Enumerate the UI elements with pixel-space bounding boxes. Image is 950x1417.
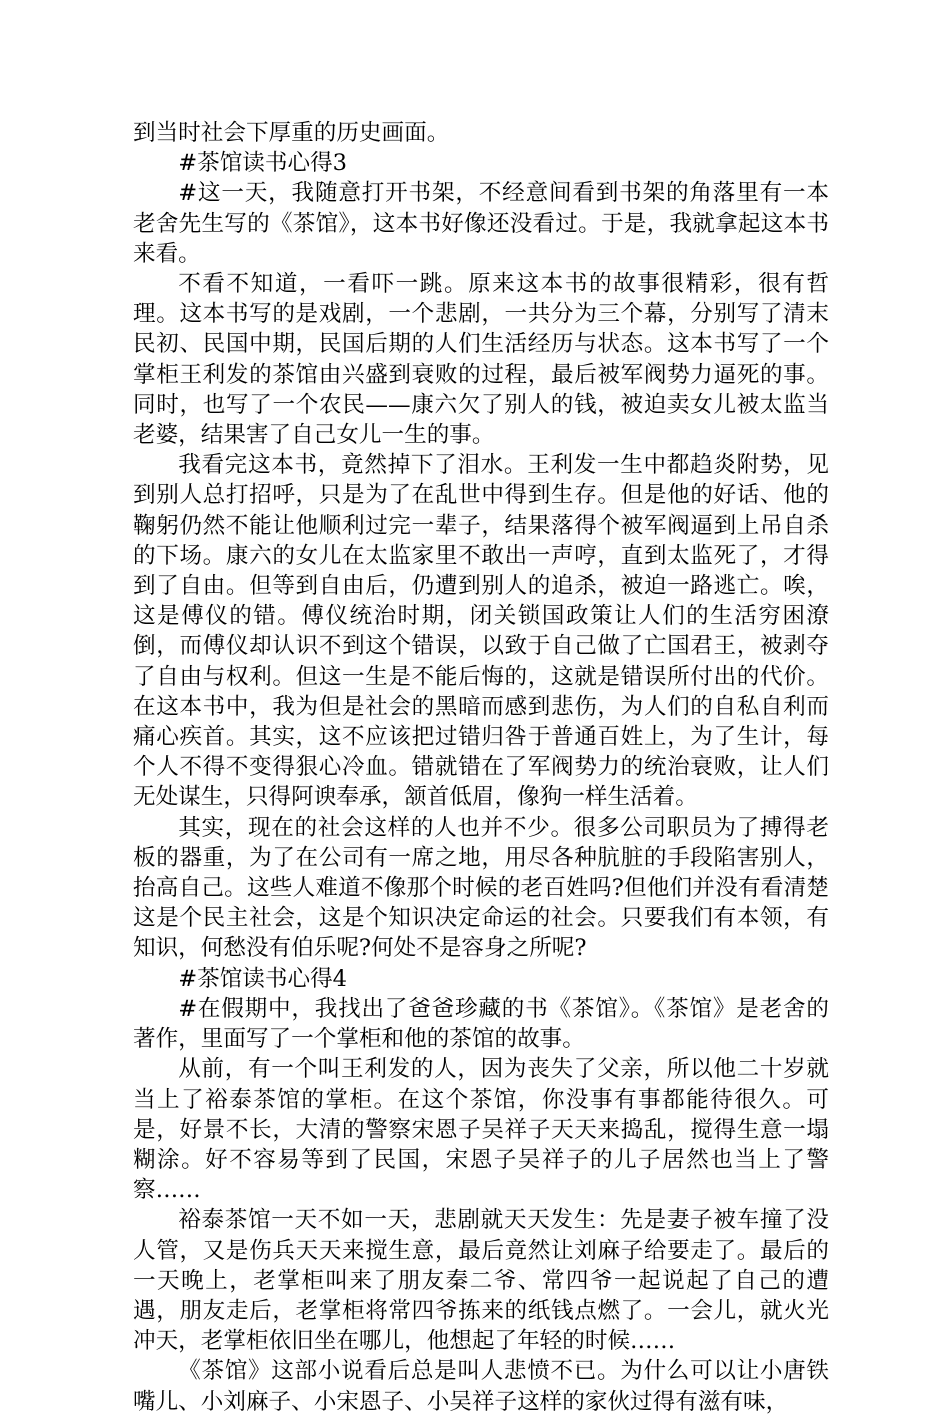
paragraph-7: 从前，有一个叫王利发的人，因为丧失了父亲，所以他二十岁就当上了裕泰茶馆的掌柜。在这个茶馆，你没事有事都能待很久。可是，好景不长，大清的警察宋恩子吴祥子天天来捣乱，搅得生意一塌糊涂。好不容易等到了民国，宋恩子吴祥子的儿子居然也当上了警察……	[133, 1056, 829, 1204]
paragraph-3: 不看不知道，一看吓一跳。原来这本书的故事很精彩，很有哲理。这本书写的是戏剧，一个悲剧，一共分为三个幕，分别写了清末民初、民国中期，民国后期的人们生活经历与状态。这本书写了一个掌柜王利发的茶馆由兴盛到衰败的过程，最后被军阀势力逼死的事。同时，也写了一个农民——康六欠了别人的钱，被迫卖女儿被太监当老婆，结果害了自己女儿一生的事。	[133, 271, 829, 449]
paragraph-5: 其实，现在的社会这样的人也并不少。很多公司职员为了搏得老板的器重，为了在公司有一席之地，用尽各种肮脏的手段陷害别人，抬高自己。这些人难道不像那个时候的老百姓吗?但他们并没有看清楚这是个民主社会，这是个知识决定命运的社会。只要我们有本领，有知识，何愁没有伯乐呢?何处不是容身之所呢?	[133, 814, 829, 962]
paragraph-8: 裕泰茶馆一天不如一天，悲剧就天天发生：先是妻子被车撞了没人管，又是伤兵天天来搅生意，最后竟然让刘麻子给要走了。最后的一天晚上，老掌柜叫来了朋友秦二爷、常四爷一起说起了自己的遭遇，朋友走后，老掌柜将常四爷拣来的纸钱点燃了。一会儿，就火光冲天，老掌柜依旧坐在哪儿，他想起了年轻的时候……	[133, 1207, 829, 1355]
section-heading-3: #茶馆读书心得3	[178, 150, 348, 177]
paragraph-4: 我看完这本书，竟然掉下了泪水。王利发一生中都趋炎附势，见到别人总打招呼，只是为了在乱世中得到生存。但是他的好话、他的鞠躬仍然不能让他顺利过完一辈子，结果落得个被军阀逼到上吊自杀的下场。康六的女儿在太监家里不敢出一声哼，直到太监死了，才得到了自由。但等到自由后，仍遭到别人的追杀，被迫一路逃亡。唉，这是傅仪的错。傅仪统治时期，闭关锁国政策让人们的生活穷困潦倒，而傅仪却认识不到这个错误，以致于自己做了亡国君王，被剥夺了自由与权利。但这一生是不能后悔的，这就是错误所付出的代价。在这本书中，我为但是社会的黑暗而感到悲伤，为人们的自私自利而痛心疾首。其实，这不应该把过错归咎于普通百姓上，为了生计，每个人不得不变得狠心冷血。错就错在了军阀势力的统治衰败，让人们无处谋生，只得阿谀奉承，颔首低眉，像狗一样生活着。	[133, 452, 829, 811]
paragraph-2: #这一天，我随意打开书架，不经意间看到书架的角落里有一本老舍先生写的《茶馆》，这本书好像还没看过。于是，我就拿起这本书来看。	[133, 180, 829, 267]
paragraph-9: 《茶馆》这部小说看后总是叫人悲愤不已。为什么可以让小唐铁嘴儿、小刘麻子、小宋恩子、小吴祥子这样的家伙过得有滋有味，	[133, 1358, 829, 1415]
section-heading-4: #茶馆读书心得4	[178, 965, 348, 992]
paragraph-6: #在假期中，我找出了爸爸珍藏的书《茶馆》。《茶馆》是老舍的著作，里面写了一个掌柜和他的茶馆的故事。	[133, 995, 829, 1053]
paragraph-1: 到当时社会下厚重的历史画面。	[133, 120, 450, 146]
document-page	[133, 118, 829, 1417]
